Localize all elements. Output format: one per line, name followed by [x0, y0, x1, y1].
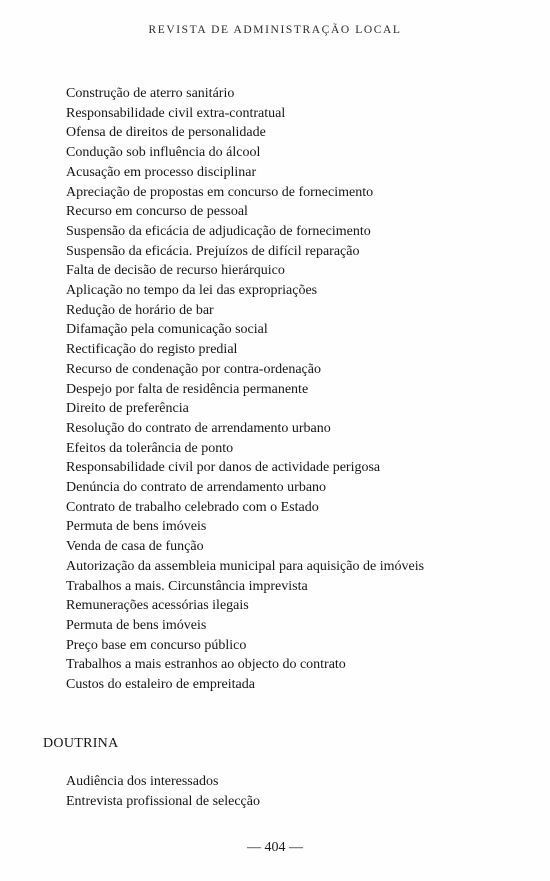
list-item: Autorização da assembleia municipal para aquisição de imóveis	[66, 558, 425, 574]
list-item: Direito de preferência	[66, 401, 189, 417]
list-item: Apreciação de propostas em concurso de fornecimento	[66, 184, 374, 200]
list-item: Denúncia do contrato de arrendamento urbano	[66, 480, 327, 496]
list-item: Audiência dos interessados	[66, 774, 219, 789]
list-item: Recurso em concurso de pessoal	[66, 204, 248, 220]
list-item: Preço base em concurso público	[66, 637, 247, 653]
list-item: Condução sob influência do álcool	[66, 145, 261, 161]
topics-list	[66, 84, 424, 695]
list-item: Redução de horário de bar	[66, 302, 214, 318]
list-item: Suspensão da eficácia. Prejuízos de difícil reparação	[66, 243, 360, 259]
list-item: Acusação em processo disciplinar	[66, 164, 257, 180]
list-item: Permuta de bens imóveis	[66, 519, 207, 535]
list-item: Despejo por falta de residência permanente	[66, 381, 309, 397]
list-item: Remunerações acessórias ilegais	[66, 598, 249, 614]
page-number: — 404 —	[247, 840, 303, 855]
list-item: Trabalhos a mais. Circunstância imprevista	[66, 578, 308, 594]
list-item: Responsabilidade civil extra-contratual	[66, 105, 286, 121]
list-item: Entrevista profissional de selecção	[66, 793, 260, 809]
list-item: Construção de aterro sanitário	[66, 86, 235, 101]
list-item: Ofensa de direitos de personalidade	[66, 125, 266, 141]
list-item: Contrato de trabalho celebrado com o Estado	[66, 499, 319, 515]
list-item: Difamação pela comunicação social	[66, 322, 268, 338]
list-item: Venda de casa de função	[66, 539, 204, 555]
list-item: Suspensão da eficácia de adjudicação de fornecimento	[66, 223, 371, 239]
list-item: Custos do estaleiro de empreitada	[66, 677, 255, 693]
list-item: Aplicação no tempo da lei das expropriações	[66, 283, 318, 299]
list-item: Responsabilidade civil por danos de actividade perigosa	[66, 460, 381, 476]
section-heading: DOUTRINA	[43, 736, 119, 751]
list-item: Rectificação do registo predial	[66, 342, 238, 358]
list-item: Resolução do contrato de arrendamento urbano	[66, 420, 331, 436]
list-item: Efeitos da tolerância de ponto	[66, 440, 234, 456]
list-item: Recurso de condenação por contra-ordenação	[66, 361, 321, 377]
running-header: REVISTA DE ADMINISTRAÇÃO LOCAL	[148, 24, 402, 36]
list-item: Permuta de bens imóveis	[66, 617, 207, 633]
section-list	[66, 772, 260, 811]
list-item: Falta de decisão de recurso hierárquico	[66, 263, 285, 279]
list-item: Trabalhos a mais estranhos ao objecto do contrato	[66, 657, 346, 673]
